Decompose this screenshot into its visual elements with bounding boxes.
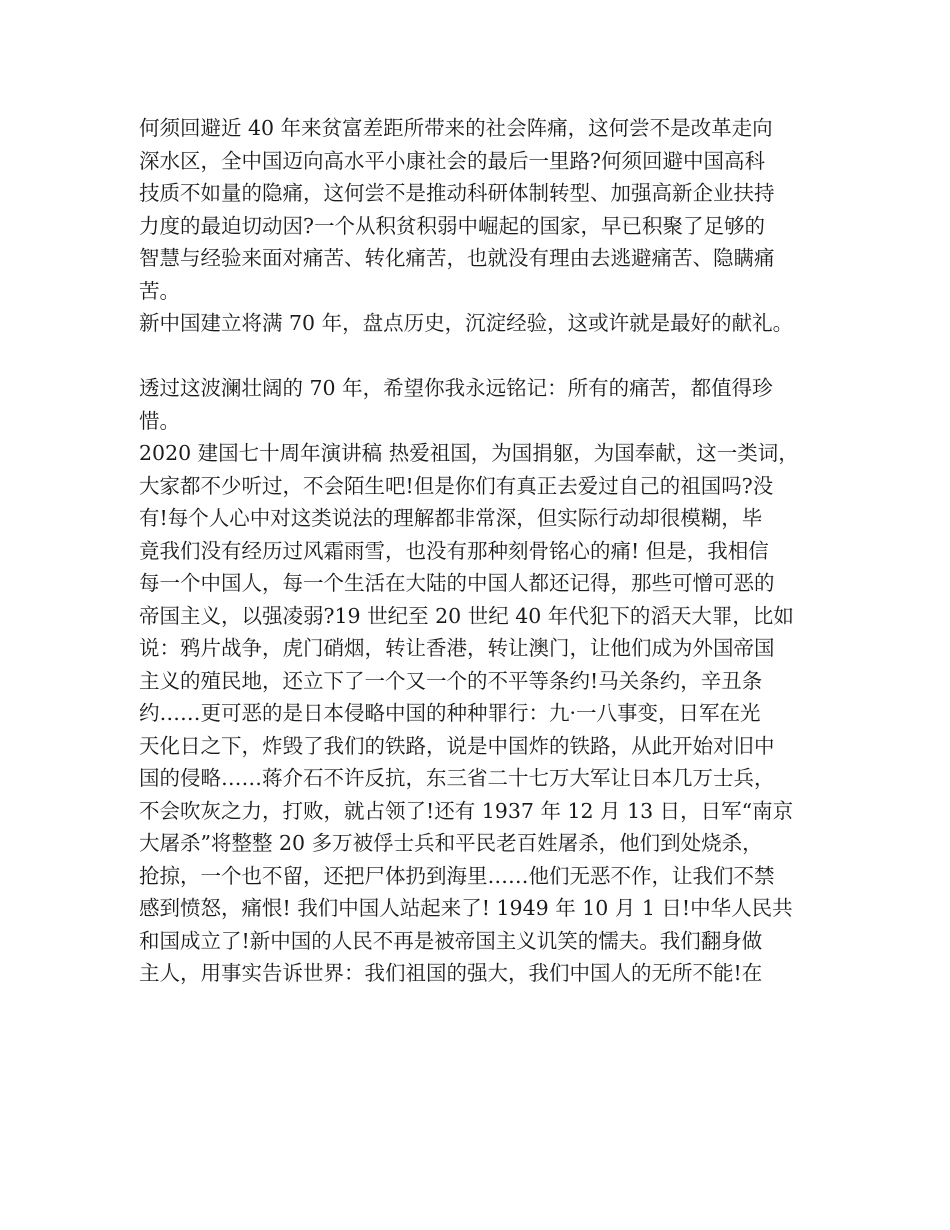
- text-line: 抢掠，一个也不留，还把尸体扔到海里……他们无恶不作，让我们不禁: [139, 863, 775, 888]
- text-line: 和国成立了!新中国的人民不再是被帝国主义讥笑的懦夫。我们翻身做: [139, 928, 763, 953]
- text-line: 大屠杀”将整整 20 多万被俘士兵和平民老百姓屠杀，他们到处烧杀，: [139, 831, 763, 855]
- text-line: 苦。: [139, 278, 180, 303]
- paragraph-remember-pain: [139, 372, 819, 437]
- text-line: 约……更可恶的是日本侵略中国的种种罪行：九·一八事变，日军在光: [139, 701, 761, 725]
- text-line: 大家都不少听过，不会陌生吧!但是你们有真正去爱过自己的祖国吗?没: [139, 473, 774, 498]
- text-line: 天化日之下，炸毁了我们的铁路，说是中国炸的铁路，从此开始对旧中: [139, 733, 775, 758]
- text-line: 透过这波澜壮阔的 70 年，希望你我永远铭记：所有的痛苦，都值得珍: [139, 376, 773, 400]
- text-line: 主人，用事实告诉世界：我们祖国的强大，我们中国人的无所不能!在: [139, 961, 763, 985]
- text-line: 竟我们没有经历过风霜雨雪，也没有那种刻骨铭心的痛! 但是，我相信: [139, 538, 769, 563]
- text-line: 惜。: [139, 408, 180, 433]
- text-line: 新中国建立将满 70 年，盘点历史，沉淀经验，这或许就是最好的献礼。: [139, 311, 794, 335]
- paragraph-70-years-tribute: [139, 307, 819, 340]
- text-line: 感到愤怒，痛恨! 我们中国人站起来了! 1949 年 10 月 1 日!中华人民共: [139, 896, 793, 920]
- text-line: 说：鸦片战争，虎门硝烟，转让香港，转让澳门，让他们成为外国帝国: [139, 636, 775, 660]
- text-line: 何须回避近 40 年来贫富差距所带来的社会阵痛，这何尝不是改革走向: [139, 116, 773, 140]
- text-line: 2020 建国七十周年演讲稿 热爱祖国，为国捐躯，为国奉献，这一类词，: [139, 441, 799, 465]
- text-line: 力度的最迫切动因?一个从积贫积弱中崛起的国家，早已积聚了足够的: [139, 213, 765, 238]
- text-line: 深水区，全中国迈向高水平小康社会的最后一里路?何须回避中国高科: [139, 148, 765, 173]
- text-line: 每一个中国人，每一个生活在大陆的中国人都还记得，那些可憎可恶的: [139, 571, 775, 595]
- paragraph-spacer: [139, 340, 819, 373]
- text-line: 技质不如量的隐痛，这何尝不是推动科研体制转型、加强高新企业扶持: [139, 181, 775, 205]
- text-line: 智慧与经验来面对痛苦、转化痛苦，也就没有理由去逃避痛苦、隐瞒痛: [139, 246, 775, 270]
- paragraph-reform-pains: [139, 112, 819, 307]
- text-line: 不会吹灰之力，打败，就占领了!还有 1937 年 12 月 13 日，日军“南京: [139, 798, 794, 823]
- text-line: 国的侵略……蒋介石不许反抗，东三省二十七万大军让日本几万士兵，: [139, 766, 775, 790]
- text-line: 有!每个人心中对这类说法的理解都非常深，但实际行动却很模糊，毕: [139, 506, 763, 530]
- text-line: 主义的殖民地，还立下了一个又一个的不平等条约!马关条约，辛丑条: [139, 668, 763, 693]
- paragraph-speech-draft: [139, 437, 819, 990]
- document-body: [139, 112, 819, 990]
- text-line: 帝国主义，以强凌弱?19 世纪至 20 世纪 40 年代犯下的滔天大罪，比如: [139, 603, 794, 628]
